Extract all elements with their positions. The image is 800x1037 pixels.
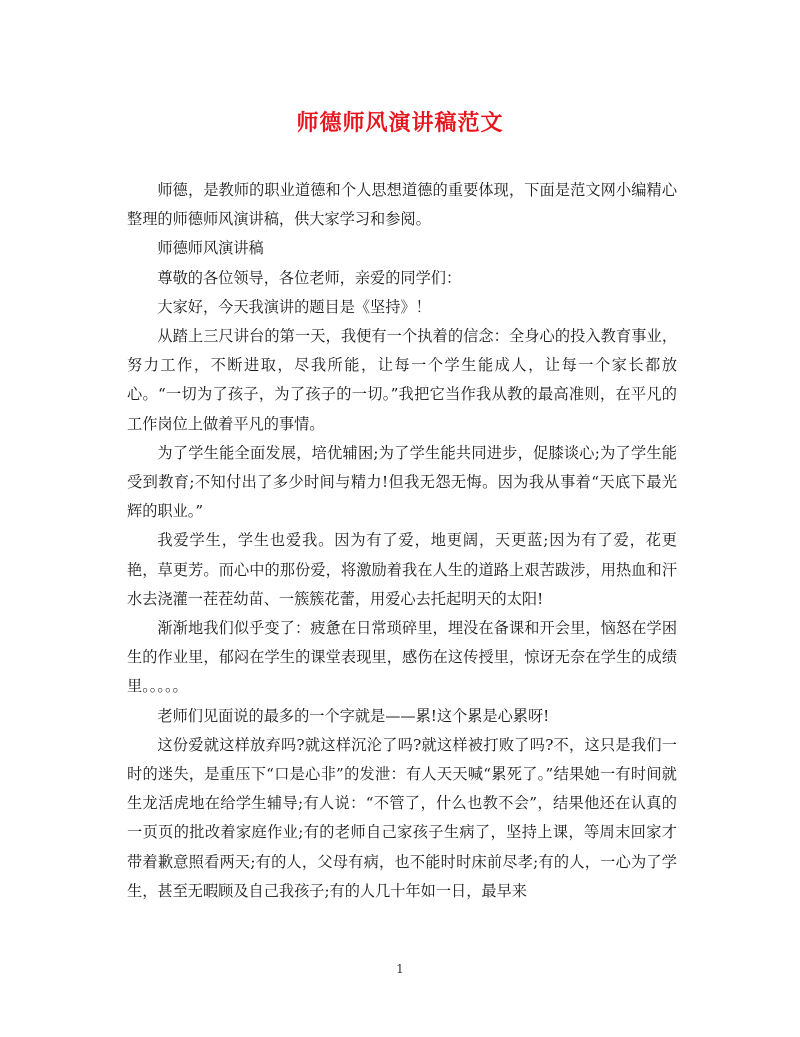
paragraph-students-development: 为了学生能全面发展，培优辅困;为了学生能共同进步，促膝谈心;为了学生能受到教育;不知付出了多少时间与精力!但我无怨无悔。因为我从事着“天底下最光辉的职业。”	[127, 443, 677, 521]
paragraph-belief: 从踏上三尺讲台的第一天，我便有一个执着的信念：全身心的投入教育事业，努力工作，不断进取，尽我所能，让每一个学生能成人，让每一个家长都放心。“一切为了孩子，为了孩子的一切。”我把它当作我从教的最高准则，在平凡的工作岗位上做着平凡的事情。	[127, 327, 677, 433]
paragraph-salutation: 尊敬的各位领导，各位老师，亲爱的同学们：	[157, 268, 462, 287]
paragraph-subtitle: 师德师风演讲稿	[157, 239, 264, 258]
paragraph-persistence: 这份爱就这样放弃吗?就这样沉沦了吗?就这样被打败了吗?不，这只是我们一时的迷失，是重压下“口是心非”的发泄：有人天天喊“累死了。”结果她一有时间就生龙活虎地在给学生辅导;有人说：“不管了，什么也教不会”，结果他还在认真的一页页的批改着家庭作业;有的老师自己家孩子生病了，坚持上课，等周末回家才带着歉意照看两天;有的人，父母有病，也不能时时床前尽孝;有的人，一心为了学生，甚至无暇顾及自己我孩子;有的人几十年如一日，最早来	[127, 735, 677, 900]
paragraph-intro: 师德，是教师的职业道德和个人思想道德的重要体现，下面是范文网小编精心整理的师德师风演讲稿，供大家学习和参阅。	[127, 181, 677, 229]
document-title: 师德师风演讲稿范文	[296, 110, 504, 136]
paragraph-tired: 老师们见面说的最多的一个字就是——累!这个累是心累呀!	[157, 706, 550, 725]
paragraph-love: 我爱学生，学生也爱我。因为有了爱，地更阔，天更蓝;因为有了爱，花更艳，草更芳。而心中的那份爱，将激励着我在人生的道路上艰苦跋涉，用热血和汗水去浇灌一茬茬幼苗、一簇簇花蕾，用爱心去托起明天的太阳!	[127, 531, 677, 608]
paragraph-change: 渐渐地我们似乎变了：疲惫在日常琐碎里，埋没在备课和开会里，恼怒在学困生的作业里，郁闷在学生的课堂表现里，感伤在这传授里，惊讶无奈在学生的成绩里。。。。。	[127, 619, 677, 696]
document-body	[127, 176, 677, 906]
page-number: 1	[396, 962, 404, 976]
paragraph-greeting: 大家好，今天我演讲的题目是《坚持》！	[157, 297, 431, 316]
